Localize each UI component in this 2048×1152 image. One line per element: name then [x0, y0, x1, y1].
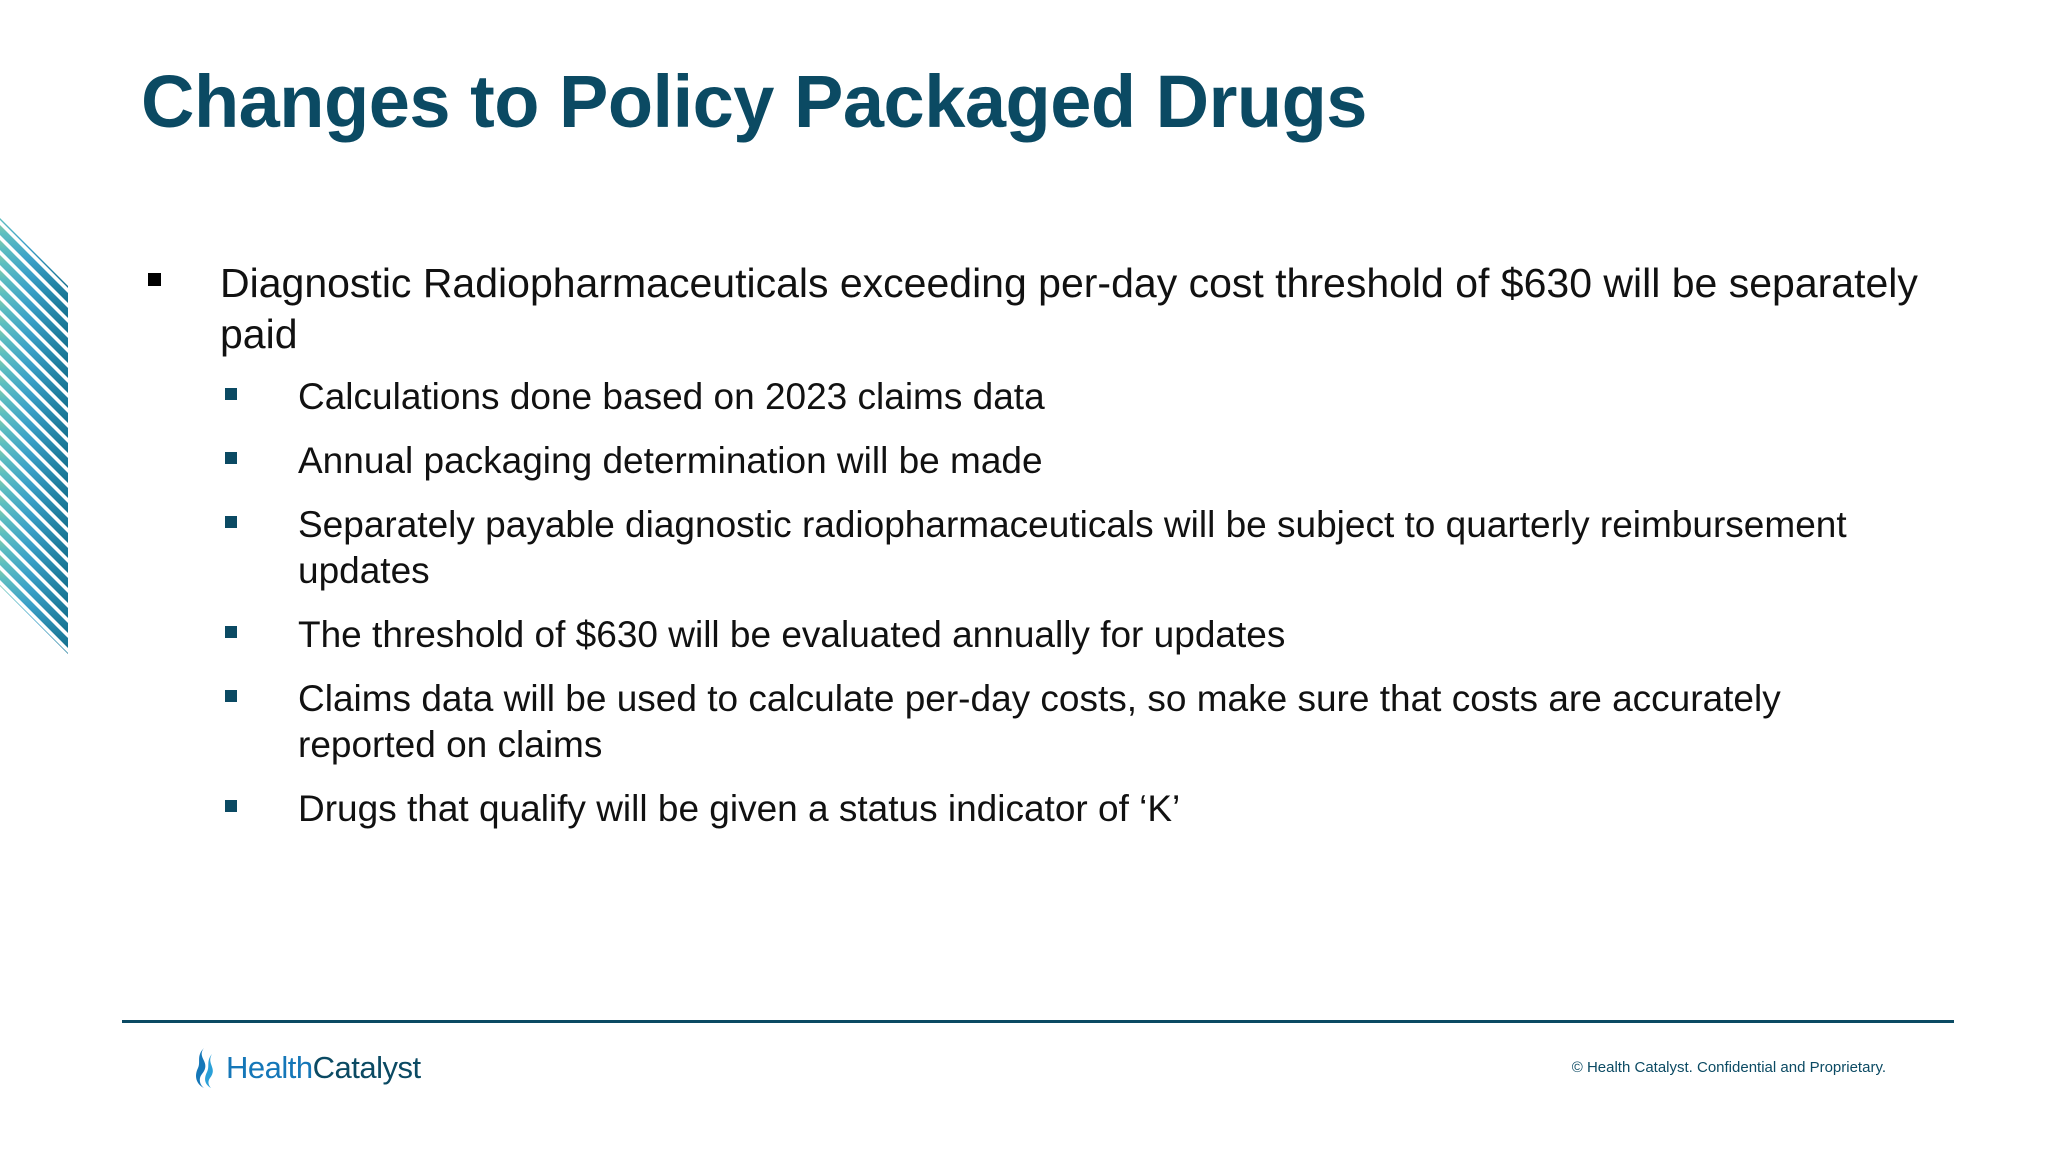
- slide-title: Changes to Policy Packaged Drugs: [141, 60, 1367, 143]
- sub-bullet-text: The threshold of $630 will be evaluated annually for updates: [298, 614, 1286, 655]
- square-bullet-icon: [225, 516, 237, 528]
- sub-bullet-text: Drugs that qualify will be given a status indicator of ‘K’: [298, 788, 1181, 829]
- sub-bullet-text: Calculations done based on 2023 claims data: [298, 376, 1045, 417]
- flame-icon: [192, 1046, 222, 1090]
- copyright-notice: © Health Catalyst. Confidential and Proprietary.: [1571, 1059, 1886, 1076]
- square-bullet-icon: [225, 452, 237, 464]
- sub-bullet-text: Annual packaging determination will be made: [298, 440, 1043, 481]
- sub-bullet-item: [140, 374, 1918, 420]
- footer-divider: [122, 1020, 1954, 1023]
- health-catalyst-logo: [192, 1046, 421, 1090]
- bullet-text: Diagnostic Radiopharmaceuticals exceeding per-day cost threshold of $630 will be separately paid: [220, 260, 1918, 357]
- bullet-item: [140, 258, 1920, 360]
- square-bullet-icon: [148, 273, 161, 286]
- logo-wordmark: HealthCatalyst: [226, 1050, 421, 1085]
- sub-bullet-item: [140, 502, 1918, 594]
- bullet-list: [140, 258, 1920, 850]
- sub-bullet-item: [140, 676, 1918, 768]
- square-bullet-icon: [225, 626, 237, 638]
- sub-bullet-item: [140, 612, 1918, 658]
- square-bullet-icon: [225, 800, 237, 812]
- sub-bullet-item: [140, 438, 1918, 484]
- square-bullet-icon: [225, 690, 237, 702]
- sub-bullet-item: [140, 786, 1918, 832]
- sub-bullet-text: Separately payable diagnostic radiopharmaceuticals will be subject to quarterly reimbursement updates: [298, 504, 1847, 591]
- sub-bullet-text: Claims data will be used to calculate per-day costs, so make sure that costs are accurately reported on claims: [298, 678, 1781, 765]
- square-bullet-icon: [225, 388, 237, 400]
- decorative-stripes: [0, 218, 68, 654]
